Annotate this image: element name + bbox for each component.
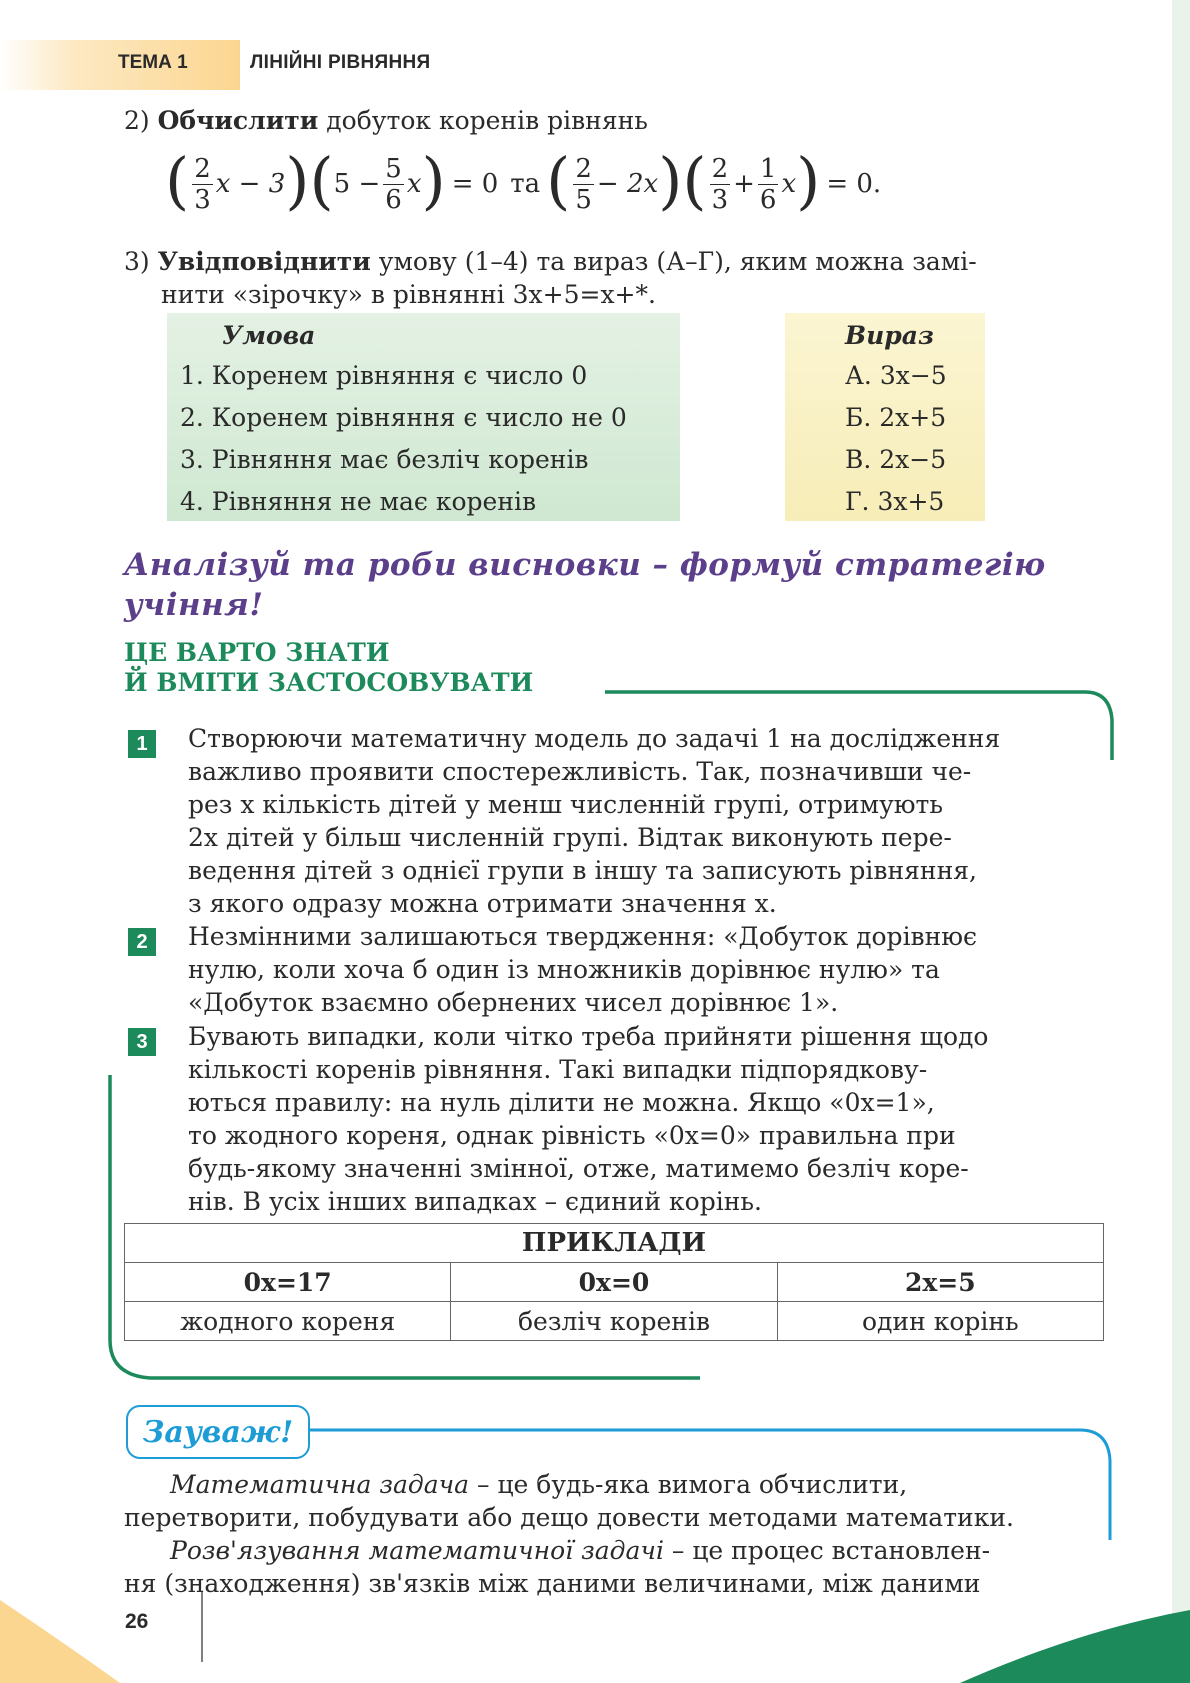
expression-item: В. 2x−5	[845, 445, 947, 474]
item2-verb: Обчислити	[157, 106, 319, 135]
example-result: безліч коренів	[451, 1302, 777, 1341]
note-line: перетворити, побудувати або дещо довести методами математики.	[124, 1503, 1014, 1532]
point-line: важливо проявити спостережливість. Так, позначивши че-	[188, 757, 972, 786]
note-term: Математична задача	[170, 1470, 470, 1499]
item3-line2: нити «зірочку» в рівнянні 3x+5=x+*.	[161, 280, 656, 309]
example-result: жодного кореня	[125, 1302, 451, 1341]
expression-item: Б. 2x+5	[845, 403, 947, 432]
note-definition: – це будь-яка вимога обчислити,	[469, 1470, 908, 1499]
formula-term: x − 3	[215, 169, 286, 199]
header-topic: ТЕМА 1	[118, 52, 188, 73]
point-line: з якого одразу можна отримати значення x.	[188, 889, 777, 918]
condition-item: 1. Коренем рівняння є число 0	[180, 361, 588, 390]
right-edge-strip	[1172, 0, 1190, 1683]
section-line1: ЦЕ ВАРТО ЗНАТИ	[124, 638, 390, 667]
formula-term: x	[781, 169, 797, 199]
fraction: $\frac{2}{5}$	[575, 153, 592, 215]
expression-item: Г. 3x+5	[845, 487, 945, 516]
table-row	[125, 1263, 1104, 1302]
point-line: будь-якому значенні змінної, отже, матимемо безліч коре-	[188, 1154, 969, 1183]
point-line: рез x кількість дітей у менш численній групі, отримують	[188, 790, 943, 819]
expression-item: А. 3x−5	[845, 361, 947, 390]
formula-conjunction: та	[510, 169, 541, 199]
strategy-line1: Аналізуй та роби висновки – формуй стратегію	[124, 547, 1046, 583]
point-line: нулю, коли хоча б один із множників дорівнює нулю» та	[188, 955, 940, 984]
corner-green	[960, 1610, 1190, 1683]
example-equation: 0x=0	[451, 1263, 777, 1302]
examples-title: ПРИКЛАДИ	[125, 1224, 1104, 1263]
table-row	[125, 1302, 1104, 1341]
example-equation: 2x=5	[777, 1263, 1103, 1302]
expressions-header: Вираз	[845, 321, 934, 350]
point-line: 2x дітей у більш численній групі. Відтак виконують пере-	[188, 823, 952, 852]
table-row	[125, 1224, 1104, 1263]
point-line: ються правилу: на нуль ділити не можна. Якщо «0x=1»,	[188, 1088, 935, 1117]
point-number-badge: 2	[128, 928, 156, 956]
item3-number: 3)	[124, 247, 150, 276]
point-line: то жодного кореня, однак рівність «0x=0» правильна при	[188, 1121, 956, 1150]
formula-term: − 2x	[596, 169, 659, 199]
condition-item: 4. Рівняння не має коренів	[180, 487, 537, 516]
point-line: кількості коренів рівняння. Такі випадки підпорядкову-	[188, 1055, 928, 1084]
conditions-list	[180, 355, 627, 523]
fraction: $\frac{5}{6}$	[385, 153, 402, 215]
point-line: ведення дітей з однієї групи в іншу та записують рівняння,	[188, 856, 977, 885]
formula-rhs: = 0.	[826, 169, 882, 199]
condition-item: 3. Рівняння має безліч коренів	[180, 445, 589, 474]
point-line: Незмінними залишаються твердження: «Добуток дорівнює	[188, 922, 978, 951]
point-number-badge: 3	[128, 1028, 156, 1056]
formula-rhs: = 0	[451, 169, 499, 199]
expressions-list	[845, 355, 947, 523]
conditions-header: Умова	[222, 321, 316, 350]
item2-text	[124, 104, 648, 137]
item2-number: 2)	[124, 106, 150, 135]
formula-term: +	[733, 169, 755, 199]
item2-rest: добуток коренів рівнянь	[318, 106, 648, 135]
condition-item: 2. Коренем рівняння є число не 0	[180, 403, 627, 432]
fraction: $\frac{1}{6}$	[759, 153, 777, 215]
note-line: ня (знаходження) зв'язків між даними величинами, між даними	[124, 1569, 981, 1598]
fraction: $\frac{2}{3}$	[194, 153, 211, 215]
examples-table	[124, 1223, 1104, 1341]
point-number-badge: 1	[128, 730, 156, 758]
page-number: 26	[125, 1610, 149, 1633]
point-2-text	[188, 920, 1103, 1019]
item3-verb: Увідповіднити	[157, 247, 371, 276]
header-title: ЛІНІЙНІ РІВНЯННЯ	[250, 52, 431, 73]
point-line: «Добуток взаємно обернених чисел дорівнює 1».	[188, 988, 839, 1017]
point-1-text	[188, 722, 1103, 920]
strategy-heading	[124, 545, 1046, 625]
example-equation: 0x=17	[125, 1263, 451, 1302]
formula-term: x	[406, 169, 422, 199]
formula-term: 5 −	[333, 169, 381, 199]
note-definition: – це процес встановлен-	[663, 1536, 991, 1565]
point-line: Бувають випадки, коли чітко треба прийняти рішення щодо	[188, 1022, 989, 1051]
strategy-line2: учіння!	[124, 587, 264, 623]
note-term: Розв'язування математичної задачі	[170, 1536, 664, 1565]
point-3-text	[188, 1020, 1103, 1218]
item2-formulas: ( $\frac{2}{3}$ x − 3 )( 5 − $\frac{5}{6}$ x ) = 0 та ( $\frac{2}{5}$ − 2x )( $\frac{2}{3}$ + $\frac{1}{6}$ x ) = 0.	[165, 144, 882, 217]
section-line2: Й ВМІТИ ЗАСТОСОВУВАТИ	[124, 668, 534, 697]
section-heading	[124, 638, 533, 698]
corner-orange	[0, 1600, 120, 1683]
example-result: один корінь	[777, 1302, 1103, 1341]
note-label: Зауваж!	[126, 1405, 310, 1459]
fraction: $\frac{2}{3}$	[711, 153, 729, 215]
point-line: Створюючи математичну модель до задачі 1 на дослідження	[188, 724, 1001, 753]
item3-text	[124, 245, 1104, 311]
point-line: нів. В усіх інших випадках – єдиний корінь.	[188, 1187, 762, 1216]
note-text	[124, 1468, 1104, 1600]
item3-line1: умову (1–4) та вираз (А–Г), яким можна замі-	[370, 247, 977, 276]
